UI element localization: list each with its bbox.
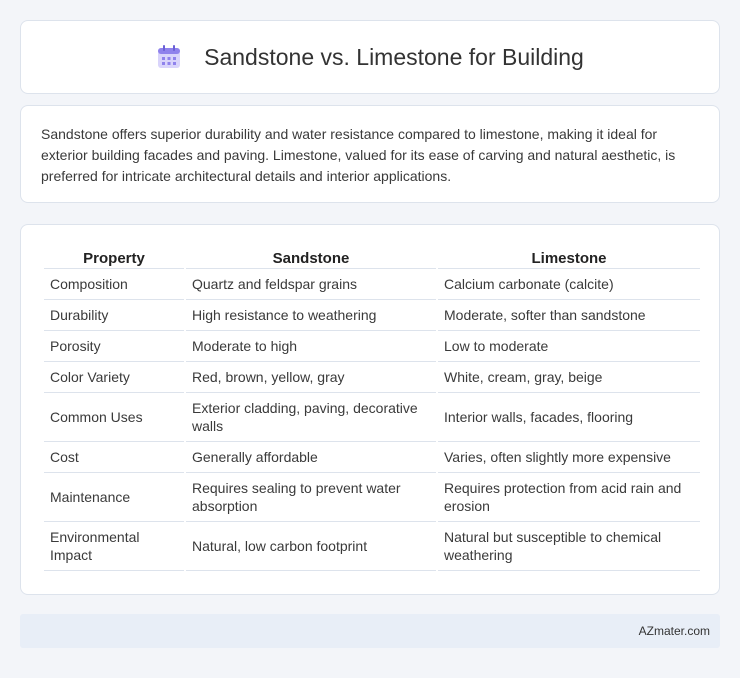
limestone-cell: Interior walls, facades, flooring (438, 393, 700, 442)
comparison-table-card (20, 224, 720, 595)
sandstone-cell: Quartz and feldspar grains (186, 269, 436, 300)
table-row (44, 300, 700, 331)
sandstone-cell: Red, brown, yellow, gray (186, 362, 436, 393)
column-header-sandstone: Sandstone (186, 245, 436, 269)
comparison-table (42, 245, 702, 571)
page-title: Sandstone vs. Limestone for Building (204, 43, 584, 70)
table-row (44, 362, 700, 393)
title-card (20, 20, 720, 94)
property-cell: Porosity (44, 331, 184, 362)
limestone-cell: Moderate, softer than sandstone (438, 300, 700, 331)
limestone-cell: Varies, often slightly more expensive (438, 442, 700, 473)
table-row (44, 331, 700, 362)
sandstone-cell: Requires sealing to prevent water absorption (186, 473, 436, 522)
table-row (44, 442, 700, 473)
footer-bar (20, 614, 720, 648)
limestone-cell: White, cream, gray, beige (438, 362, 700, 393)
sandstone-cell: Moderate to high (186, 331, 436, 362)
calendar-icon (156, 44, 182, 70)
limestone-cell: Natural but susceptible to chemical weathering (438, 522, 700, 571)
sandstone-cell: Exterior cladding, paving, decorative walls (186, 393, 436, 442)
sandstone-cell: High resistance to weathering (186, 300, 436, 331)
table-row (44, 522, 700, 571)
property-cell: Cost (44, 442, 184, 473)
property-cell: Composition (44, 269, 184, 300)
intro-text: Sandstone offers superior durability and water resistance compared to limestone, making it ideal for exterior building facades and paving. Limestone, valued for its ease of carving and natural aesthetic, is preferred for intricate architectural details and interior applications. (41, 126, 676, 184)
sandstone-cell: Generally affordable (186, 442, 436, 473)
property-cell: Common Uses (44, 393, 184, 442)
footer-brand: AZmater.com (638, 624, 710, 638)
table-row (44, 393, 700, 442)
limestone-cell: Calcium carbonate (calcite) (438, 269, 700, 300)
limestone-cell: Requires protection from acid rain and erosion (438, 473, 700, 522)
property-cell: Durability (44, 300, 184, 331)
table-row (44, 269, 700, 300)
column-header-property: Property (44, 245, 184, 269)
intro-card (20, 105, 720, 203)
property-cell: Color Variety (44, 362, 184, 393)
table-row (44, 473, 700, 522)
limestone-cell: Low to moderate (438, 331, 700, 362)
column-header-limestone: Limestone (438, 245, 700, 269)
table-header-row (44, 245, 700, 269)
property-cell: Maintenance (44, 473, 184, 522)
property-cell: Environmental Impact (44, 522, 184, 571)
sandstone-cell: Natural, low carbon footprint (186, 522, 436, 571)
